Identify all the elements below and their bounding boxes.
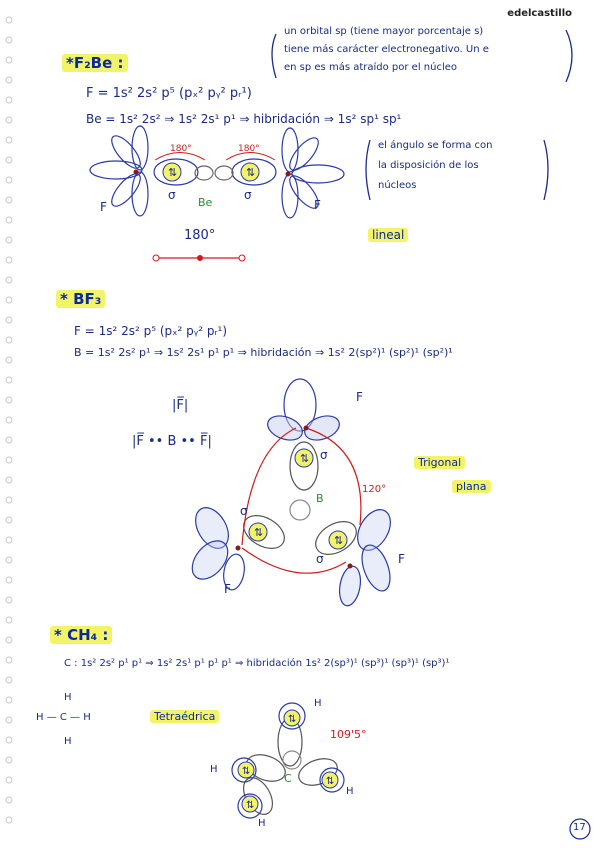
ch4-label-h-top: H [314, 698, 322, 709]
bf3-label-sigma-3: σ [316, 552, 324, 566]
svg-text:⇅: ⇅ [288, 714, 297, 725]
svg-text:⇅: ⇅ [326, 776, 335, 787]
section-title-bf3: * BF₃ [56, 290, 105, 308]
bf3-label-sigma-1: σ [320, 448, 328, 462]
f2be-label-be: Be [198, 196, 213, 209]
ch4-geometry: Tetraédrica [150, 710, 219, 723]
bf3-label-f-right: F [398, 552, 405, 566]
f2be-side-note-2: la disposición de los [378, 160, 479, 171]
bf3-angle: 120° [362, 484, 387, 495]
f2be-angle-top-2: 180° [238, 144, 260, 154]
ch4-label-h-right: H [346, 786, 354, 797]
ch4-label-h-bottom: H [258, 818, 266, 829]
svg-text:⇅: ⇅ [246, 166, 256, 179]
watermark: edelcastillo [507, 8, 572, 19]
f2be-f-config: F = 1s² 2s² p⁵ (pₓ² pᵧ² pᵣ¹) [86, 86, 252, 101]
bf3-f-config: F = 1s² 2s² p⁵ (pₓ² pᵧ² pᵣ¹) [74, 324, 228, 338]
bf3-geometry-line-1: Trigonal [414, 456, 465, 469]
svg-text:⇅: ⇅ [300, 452, 310, 465]
bf3-label-f-top: F [356, 390, 363, 404]
page-number: 17 [573, 822, 586, 833]
f2be-angle-bottom: 180° [184, 228, 216, 243]
f2be-label-sigma-2: σ [244, 188, 252, 202]
ch4-label-h-left: H [210, 764, 218, 775]
bf3-label-b: B [316, 492, 324, 505]
bf3-label-f-left: F [224, 582, 231, 596]
f2be-label-f-left: F [100, 200, 107, 214]
ch4-angle: 109'5° [330, 728, 367, 741]
bf3-b-config: B = 1s² 2s² p¹ ⇒ 1s² 2s¹ p¹ p¹ ⇒ hibridación ⇒ 1s² 2(sp²)¹ (sp²)¹ (sp²)¹ [74, 346, 453, 359]
ch4-c-config: C : 1s² 2s² p¹ p¹ ⇒ 1s² 2s¹ p¹ p¹ p¹ ⇒ hibridación 1s² 2(sp³)¹ (sp³)¹ (sp³)¹ (sp³)¹ [64, 658, 450, 669]
note-top-line-3: en sp es más atraído por el núcleo [284, 62, 458, 73]
svg-text:⇅: ⇅ [168, 166, 178, 179]
note-top-line-2: tiene más carácter electronegativo. Un e [284, 44, 489, 55]
svg-text:⇅: ⇅ [246, 800, 255, 811]
section-title-f2be: *F₂Be : [62, 54, 128, 72]
f2be-label-f-right: F [314, 198, 321, 212]
ch4-lewis-h-top: H [64, 692, 72, 703]
bf3-label-sigma-2: σ [240, 504, 248, 518]
bf3-lewis-top: |F̅| [172, 398, 189, 413]
f2be-geometry: lineal [368, 228, 408, 242]
ch4-lewis-h-bottom: H [64, 736, 72, 747]
note-top-line-1: un orbital sp (tiene mayor porcentaje s) [284, 26, 484, 37]
f2be-side-note-3: núcleos [378, 180, 417, 191]
f2be-be-config: Be = 1s² 2s² ⇒ 1s² 2s¹ p¹ ⇒ hibridación ⇒ 1s² sp¹ sp¹ [86, 112, 402, 126]
bf3-lewis-row: |F̅ •• B •• F̅| [132, 434, 212, 449]
f2be-orbitals [90, 126, 344, 218]
ch4-lewis-row: H — C — H [36, 712, 91, 723]
f2be-side-note-1: el ángulo se forma con [378, 140, 493, 151]
f2be-label-sigma-1: σ [168, 188, 176, 202]
bf3-geometry-line-2: plana [452, 480, 491, 493]
ch4-label-c: C [284, 772, 292, 785]
svg-text:⇅: ⇅ [334, 534, 344, 547]
f2be-angle-top-1: 180° [170, 144, 192, 154]
svg-text:⇅: ⇅ [242, 766, 251, 777]
section-title-ch4: * CH₄ : [50, 626, 112, 644]
svg-text:⇅: ⇅ [254, 526, 264, 539]
